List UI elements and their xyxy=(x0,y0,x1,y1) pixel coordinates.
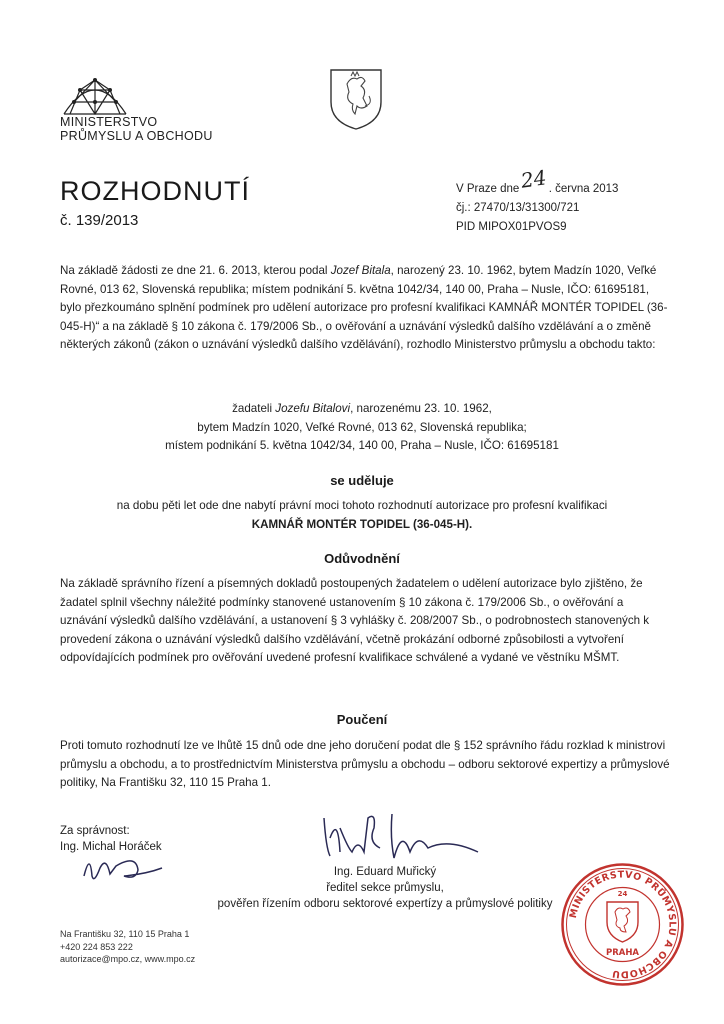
footer-email-web: autorizace@mpo.cz, www.mpo.cz xyxy=(60,954,196,964)
ministry-name-line2: PRŮMYSLU A OBCHODU xyxy=(60,129,213,143)
director-name: Ing. Eduard Muřický xyxy=(333,866,437,878)
addressee-name: Jozefu Bitalovi xyxy=(275,402,351,415)
addressee-prefix: žadateli xyxy=(232,402,276,415)
reference-number: čj.: 27470/13/31300/721 xyxy=(456,202,580,214)
addressee-line3: místem podnikání 5. května 1042/34, 140 00, Praha – Nusle, IČO: 61695181 xyxy=(165,439,559,452)
stamp-number: 24 xyxy=(617,890,628,898)
intro-text-start: Na základě žádosti ze dne 21. 6. 2013, kterou podal xyxy=(60,264,331,277)
grant-heading: se uděluje xyxy=(330,473,394,488)
addressee-line2: bytem Madzín 1020, Veľké Rovné, 013 62, Slovenská republika; xyxy=(197,420,527,434)
instruction-paragraph: Proti tomuto rozhodnutí lze ve lhůtě 15 dnů ode dne jeho doručení podat dle § 152 správního řádu rozklad k ministrovi průmyslu a obchodu, a to prostřednictvím Ministerstva průmyslu a obchodu – odboru sektorové expertizy a průmyslové politiky, Na Františku 32, 110 15 Praha 1. xyxy=(60,739,670,789)
signature-horacek-icon xyxy=(76,846,166,890)
coat-of-arms-icon xyxy=(327,66,385,132)
stamp-ring-text: MINISTERSTVO PRŮMYSLU A OBCHODU xyxy=(567,869,678,980)
official-stamp-icon xyxy=(560,862,685,987)
pid-number: PID MIPOX01PVOS9 xyxy=(456,221,567,233)
footer-contact xyxy=(60,928,195,966)
addressee-birth: , narozenému 23. 10. 1962, xyxy=(350,402,492,415)
document-title: ROZHODNUTÍ xyxy=(60,176,250,206)
reference-block xyxy=(456,165,619,237)
grant-qualification: KAMNÁŘ MONTÉR TOPIDEL (36-045-H). xyxy=(251,517,473,531)
stamp-city: PRAHA xyxy=(605,948,640,958)
addressee-block xyxy=(60,400,664,456)
instruction-heading: Poučení xyxy=(336,712,388,727)
place-prefix: V Praze dne xyxy=(456,183,520,195)
grant-block xyxy=(60,497,664,534)
reasoning-heading: Odůvodnění xyxy=(324,551,400,566)
ministry-name-line1: MINISTERSTVO xyxy=(60,115,158,129)
grant-line1: na dobu pěti let ode dne nabytí právní moci tohoto rozhodnutí autorizace pro profesní kvalifikaci xyxy=(116,499,608,512)
date-line xyxy=(456,165,619,199)
director-duty: pověřen řízením odboru sektorové expertízy a průmyslové politiky xyxy=(217,898,553,910)
intro-paragraph xyxy=(60,262,672,355)
addressee-line1 xyxy=(60,400,664,419)
ministry-logo-icon xyxy=(60,70,130,118)
verification-label: Za správnost: xyxy=(60,825,130,837)
ministry-name xyxy=(60,115,213,143)
svg-text:MINISTERSTVO PRŮMYSLU A OBCHOD xyxy=(568,869,678,979)
applicant-name: Jozef Bitala xyxy=(330,264,391,277)
verification-name: Ing. Michal Horáček xyxy=(60,841,162,853)
footer-phone: +420 224 853 222 xyxy=(60,941,133,952)
date-suffix: . června 2013 xyxy=(548,183,619,195)
footer-address: Na Františku 32, 110 15 Praha 1 xyxy=(60,929,190,939)
director-title: ředitel sekce průmyslu, xyxy=(326,882,444,894)
document-number: č. 139/2013 xyxy=(60,212,139,229)
intro-text-rest: , narozený 23. 10. 1962, bytem Madzín 1020, Veľké Rovné, 013 62, Slovenská republika; místem podnikání 5. května 1042/34, 140 00, Praha – Nusle, IČO: 61695181, bylo přezkoumáno splnění podmínek pro udělení autorizace pro profesní kvalifikaci KAMNÁŘ MONTÉR TOPIDEL (36-045-H)“ a na základě § 10 zákona č. 179/2006 Sb., o ověřování a uznávání výsledků dalšího vzdělávání a o změně některých zákonů (zákon o uznávání výsledků dalšího vzdělávání), rozhodlo Ministerstvo průmyslu a obchodu takto: xyxy=(60,264,668,351)
director-block xyxy=(217,864,553,912)
signature-muricky-icon xyxy=(318,808,488,870)
reasoning-paragraph: Na základě správního řízení a písemných dokladů postoupených žadatelem o udělení autorizace bylo zjištěno, že žadatel splnil všechny náležité podmínky stanovené ustanovením § 10 zákona č. 179/2006 Sb., o ověřování a uznávání výsledků dalšího vzdělávání, a ustanovení § 3 vyhlášky č. 208/2007 Sb., o podrobnostech stanovených k provedení zákona o uznávání výsledků dalšího vzdělávání, včetně prokázání odborné způsobilosti a vytvoření odpovídajících podmínek pro ověřování uvedené profesní kvalifikace schválené a vydané ve věstníku MŠMT. xyxy=(60,577,650,664)
handwritten-day: 24 xyxy=(519,165,549,193)
